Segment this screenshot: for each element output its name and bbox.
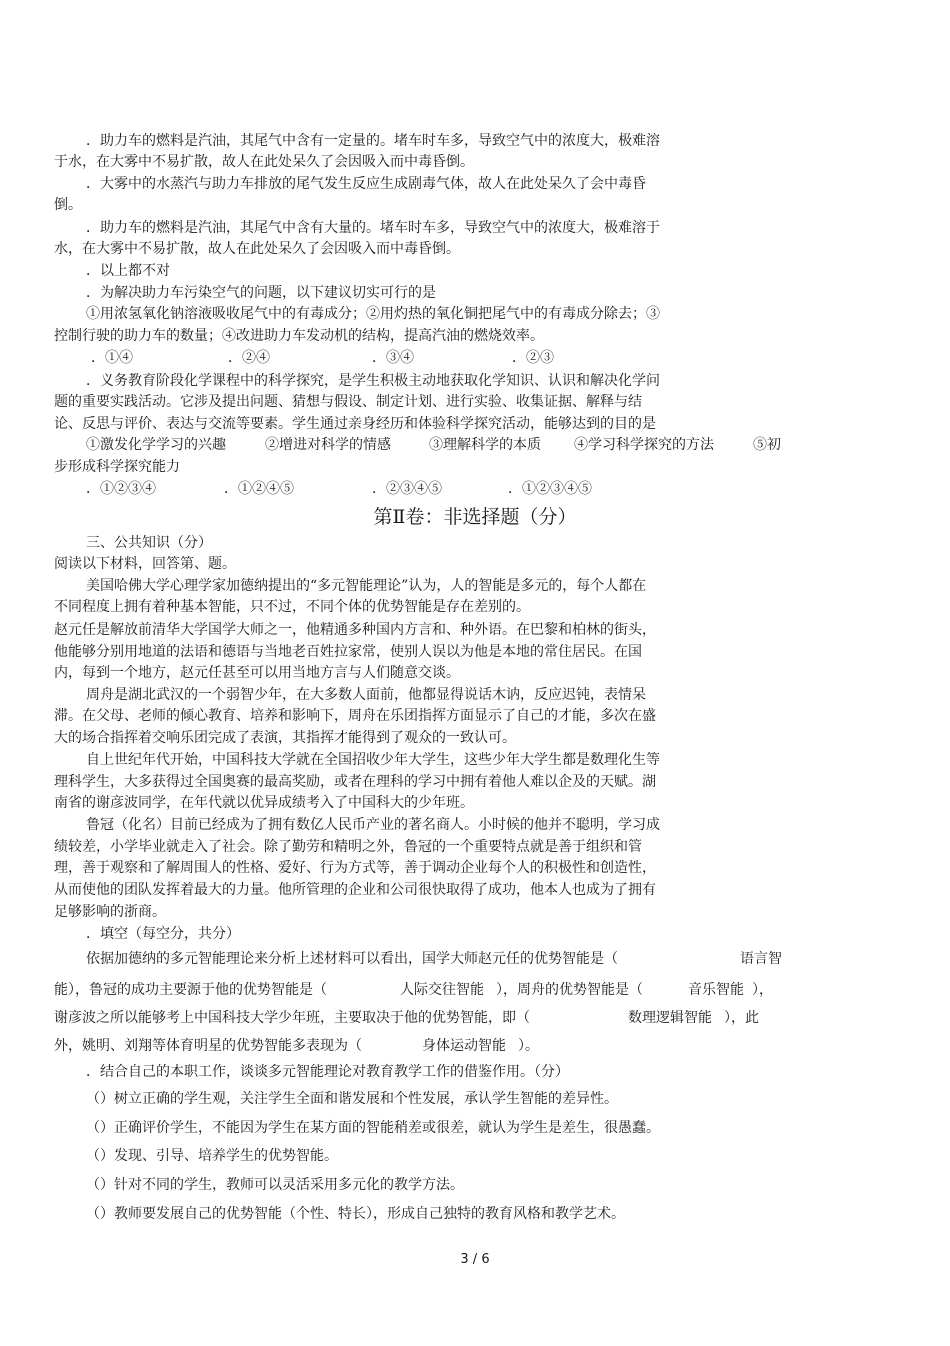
text-line: ．填空（每空分，共分）: [86, 926, 240, 942]
option-b: ．①②④⑤: [224, 481, 294, 497]
text-line: 足够影响的浙商。: [54, 904, 166, 920]
answer-text: 语言智: [740, 951, 782, 967]
answer-text: 身体运动智能: [422, 1038, 506, 1054]
option-b: ．②④: [228, 350, 270, 366]
text-line: 南省的谢彦波同学，在年代就以优异成绩考入了中国科大的少年班。: [54, 795, 474, 811]
text-line: 外，姚明、刘翔等体育明星的优势智能多表现为（: [54, 1038, 362, 1054]
item-3: ③理解科学的本质: [429, 437, 541, 453]
text-line: 能），鲁冠的成功主要源于他的优势智能是（: [54, 982, 327, 998]
text-line: （）树立正确的学生观，关注学生全面和谐发展和个性发展，承认学生智能的差异性。: [86, 1091, 618, 1107]
text-line: ．义务教育阶段化学课程中的科学探究，是学生积极主动地获取化学知识、认识和解决化学问: [86, 373, 660, 389]
text-line: 滞。在父母、老师的倾心教育、培养和影响下，周舟在乐团指挥方面显示了自己的才能，多次在盛: [54, 708, 656, 724]
text-line: 控制行驶的助力车的数量；④改进助力车发动机的结构，提高汽油的燃烧效率。: [54, 328, 544, 344]
text-line: 理，善于观察和了解周围人的性格、爱好、行为方式等，善于调动企业每个人的积极性和创造性，: [54, 860, 656, 876]
text-line: 美国哈佛大学心理学家加德纳提出的“多元智能理论”认为，人的智能是多元的，每个人都在: [86, 578, 647, 594]
text-line: （）发现、引导、培养学生的优势智能。: [86, 1148, 338, 1164]
text-line: 水，在大雾中不易扩散，故人在此处呆久了会因吸入而中毒昏倒。: [54, 241, 460, 257]
option-d: ．①②③④⑤: [508, 481, 592, 497]
option-c: ．③④: [372, 350, 414, 366]
text-line: 绩较差，小学毕业就走入了社会。除了勤劳和精明之外，鲁冠的一个重要特点就是善于组织和管: [54, 839, 642, 855]
section-heading: 第Ⅱ卷：非选择题（分）: [373, 506, 577, 528]
option-c: ．②③④⑤: [372, 481, 442, 497]
text-line: 三、公共知识（分）: [86, 535, 212, 551]
text-line: 步形成科学探究能力: [54, 459, 180, 475]
text-line: （）教师要发展自己的优势智能（个性、特长），形成自己独特的教育风格和教学艺术。: [86, 1206, 625, 1222]
text-line: ），: [752, 982, 773, 998]
text-line: 阅读以下材料，回答第、题。: [54, 556, 236, 572]
text-line: ）。: [518, 1038, 539, 1054]
text-line: 题的重要实践活动。它涉及提出问题、猜想与假设、制定计划、进行实验、收集证据、解释与结: [54, 394, 642, 410]
item-5: ⑤初: [753, 437, 781, 453]
text-line: 论、反思与评价、表达与交流等要素。学生通过亲身经历和体验科学探究活动，能够达到的目的是: [54, 416, 656, 432]
text-line: 理科学生，大多获得过全国奥赛的最高奖励，或者在理科的学习中拥有着他人难以企及的天赋。湖: [54, 774, 656, 790]
text-line: 从而使他的团队发挥着最大的力量。他所管理的企业和公司很快取得了成功，他本人也成为了拥有: [54, 882, 656, 898]
option-d: ．②③: [512, 350, 554, 366]
text-line: 内，每到一个地方，赵元任甚至可以用当地方言与人们随意交谈。: [54, 665, 460, 681]
text-line: ），此: [724, 1010, 759, 1026]
text-line: ①用浓氢氧化钠溶液吸收尾气中的有毒成分；②用灼热的氧化铜把尾气中的有毒成分除去；③: [86, 306, 660, 322]
item-4: ④学习科学探究的方法: [574, 437, 714, 453]
text-line: 谢彦波之所以能够考上中国科技大学少年班，主要取决于他的优势智能，即（: [54, 1010, 530, 1026]
text-line: 于水，在大雾中不易扩散，故人在此处呆久了会因吸入而中毒昏倒。: [54, 154, 474, 170]
text-line: ．以上都不对: [86, 263, 170, 279]
text-line: ．为解决助力车污染空气的问题，以下建议切实可行的是: [86, 285, 436, 301]
text-line: 不同程度上拥有着种基本智能，只不过，不同个体的优势智能是存在差别的。: [54, 599, 530, 615]
item-1: ①激发化学学习的兴趣: [86, 437, 226, 453]
text-line: 大的场合指挥着交响乐团完成了表演，其指挥才能得到了观众的一致认可。: [54, 730, 516, 746]
text-line: 他能够分别用地道的法语和德语与当地老百姓拉家常，使别人误以为他是本地的常住居民。在国: [54, 644, 642, 660]
text-line: 周舟是湖北武汉的一个弱智少年，在大多数人面前，他都显得说话木讷，反应迟钝，表情呆: [86, 687, 646, 703]
text-line: ．结合自己的本职工作，谈谈多元智能理论对教育教学工作的借鉴作用。（分）: [86, 1064, 569, 1080]
text-line: ．助力车的燃料是汽油，其尾气中含有一定量的。堵车时车多，导致空气中的浓度大，极难溶: [86, 133, 660, 149]
text-line: ．大雾中的水蒸汽与助力车排放的尾气发生反应生成剧毒气体，故人在此处呆久了会中毒昏: [86, 176, 646, 192]
text-line: （）针对不同的学生，教师可以灵活采用多元化的教学方法。: [86, 1177, 464, 1193]
answer-text: 数理逻辑智能: [628, 1010, 712, 1026]
item-2: ②增进对科学的情感: [265, 437, 391, 453]
answer-text: 人际交往智能: [400, 982, 484, 998]
answer-text: 音乐智能: [688, 982, 744, 998]
text-line: 鲁冠（化名）目前已经成为了拥有数亿人民币产业的著名商人。小时候的他并不聪明，学习成: [86, 817, 660, 833]
option-a: ．①④: [91, 350, 133, 366]
text-line: ），周舟的优势智能是（: [496, 982, 643, 998]
text-line: （）正确评价学生，不能因为学生在某方面的智能稍差或很差，就认为学生是差生，很愚蠢。: [86, 1120, 660, 1136]
page-number: 3 / 6: [460, 1252, 490, 1267]
text-line: ．助力车的燃料是汽油，其尾气中含有大量的。堵车时车多，导致空气中的浓度大，极难溶于: [86, 220, 660, 236]
text-line: 倒。: [54, 197, 82, 213]
text-line: 依据加德纳的多元智能理论来分析上述材料可以看出，国学大师赵元任的优势智能是（: [86, 951, 618, 967]
option-a: ．①②③④: [86, 481, 156, 497]
text-line: 自上世纪年代开始，中国科技大学就在全国招收少年大学生，这些少年大学生都是数理化生等: [86, 752, 660, 768]
text-line: 赵元任是解放前清华大学国学大师之一，他精通多种国内方言和、种外语。在巴黎和柏林的街头，: [54, 622, 656, 638]
